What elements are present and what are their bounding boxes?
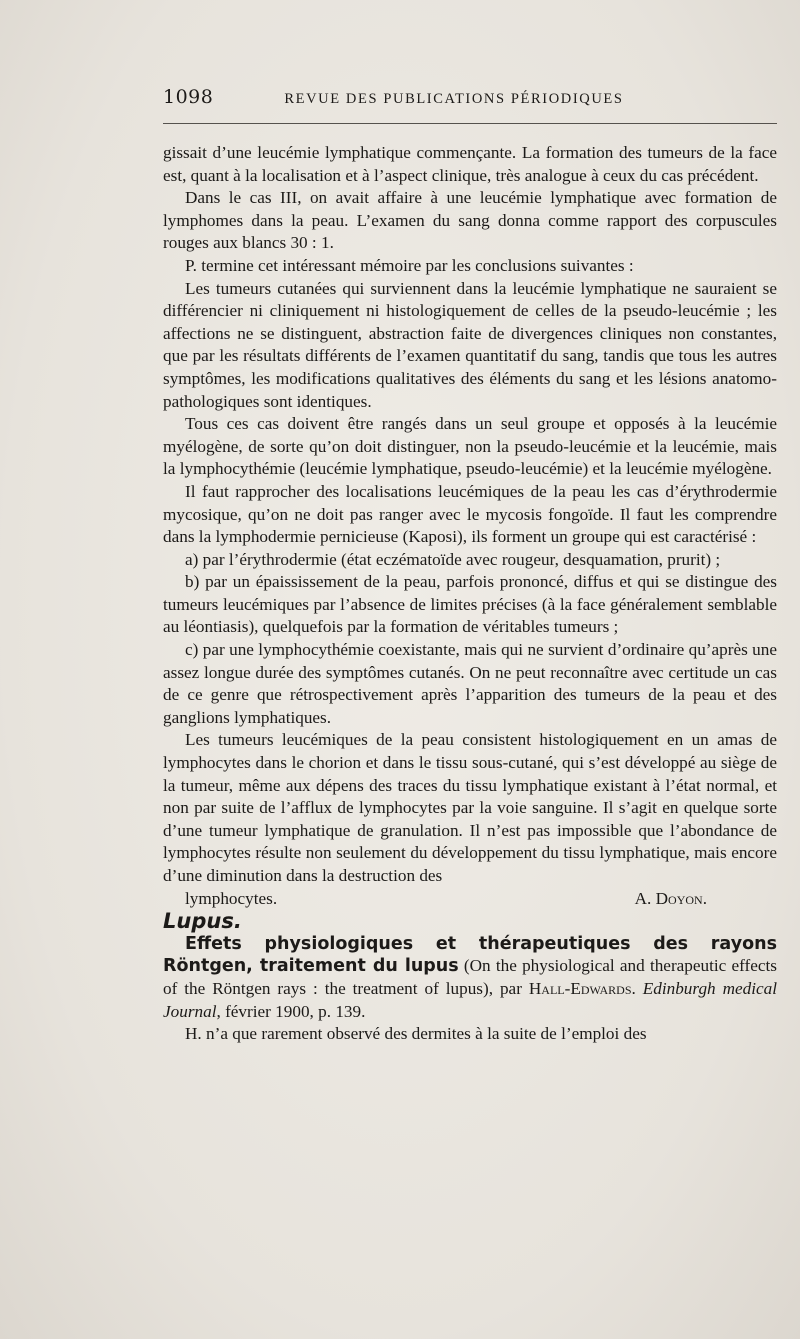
paragraph: Tous ces cas doivent être rangés dans un seul groupe et opposés à la leucémie myélogène, de sorte qu’on doit distinguer, non la pseudo-leucémie et la leucémie, mais la lymphocythémie (leucémie lymphatique, pseudo-leucémie) et la leucémie myélogène. xyxy=(163,414,777,479)
article-date: , février 1900, p. 139. xyxy=(216,1001,366,1021)
paragraph: H. n’a que rarement observé des dermites à la suite de l’emploi des xyxy=(185,1024,647,1044)
section-title: Lupus. xyxy=(163,909,242,934)
paragraph: Il faut rapprocher des localisations leucémiques de la peau les cas d’érythrodermie mycosique, qu’on ne doit pas ranger avec le mycosis fongoïde. Il faut les comprendre dans la lymphodermie pernicieuse (Kaposi), ils forment un groupe qui est caractérisé : xyxy=(163,481,777,547)
page-number: 1098 xyxy=(163,86,214,108)
paragraph: P. termine cet intéressant mémoire par les conclusions suivantes : xyxy=(185,255,634,275)
paragraph: c) par une lymphocythémie coexistante, mais qui ne survient d’ordinaire qu’après une assez longue durée des symptômes cutanés. On ne peut reconnaître avec certitude un cas de ce genre que rétrospectivement après l’apparition des tumeurs de la peau et des ganglions lymphatiques. xyxy=(163,640,777,727)
article-title: Effets physiologiques et thérapeutiques des rayons Röntgen, traitement du lupus xyxy=(163,933,777,977)
body-text xyxy=(163,142,777,1046)
journal-name: Edinburgh medical Journal xyxy=(163,978,777,1021)
paragraph: Les tumeurs leucémiques de la peau consistent histologiquement en un amas de lymphocytes dans le chorion et dans le tissu sous-cutané, qui s’est développé au siège de la tumeur, même aux dépens des traces du tissu lymphatique existant à l’état normal, et non par suite de l’afflux de lymphocytes par la voie sanguine. Il s’agit en quelque sorte d’une tumeur lymphatique de granulation. Il n’est pas impossible que l’abondance de lymphocytes résulte non seulement du développement du tissu lymphatique, mais encore d’une diminution dans la destruction des xyxy=(163,730,777,885)
article-reference-text: (On the physiological and therapeutic effects of the Röntgen rays : the treatment of lupus), par xyxy=(163,956,777,998)
paragraph: Les tumeurs cutanées qui surviennent dans la leucémie lymphatique ne sauraient se différencier ni cliniquement ni histologiquement de celles de la pseudo-leucémie ; les affections ne se distinguent, abstraction faite de divergences cliniques non constantes, que par les résultats différents de l’examen quantitatif du sang, tandis que tous les autres symptômes, les modifications qualitatives des éléments du sang et les lésions anatomo-pathologiques sont identiques. xyxy=(163,278,777,411)
paragraph: Dans le cas III, on avait affaire à une leucémie lymphatique avec formation de lymphomes dans la peau. L’examen du sang donna comme rapport des corpuscules rouges aux blancs 30 : 1. xyxy=(163,188,777,253)
header-rule xyxy=(163,123,777,124)
running-header xyxy=(163,86,777,114)
article-reference xyxy=(163,933,777,1023)
article-reference-sep: . xyxy=(631,978,643,998)
article-author: Hall-Edwards xyxy=(528,978,632,998)
closing-word: lymphocytes. xyxy=(185,888,278,908)
paragraph: b) par un épaississement de la peau, parfois prononcé, diffus et qui se distingue des tumeurs leucémiques par l’absence de limites précises (à la face généralement semblable au léontiasis), quelquefois par la formation de véritables tumeurs ; xyxy=(163,572,777,637)
signature-line xyxy=(163,888,777,911)
review-author: A. Doyon. xyxy=(634,888,707,908)
paragraph: gissait d’une leucémie lymphatique commençante. La formation des tumeurs de la face est, quant à la localisation et à l’aspect clinique, très analogue à ceux du cas précédent. xyxy=(163,143,777,185)
running-title: REVUE DES PUBLICATIONS PÉRIODIQUES xyxy=(284,91,624,107)
paragraph: a) par l’érythrodermie (état eczématoïde avec rougeur, desquamation, prurit) ; xyxy=(185,549,721,569)
